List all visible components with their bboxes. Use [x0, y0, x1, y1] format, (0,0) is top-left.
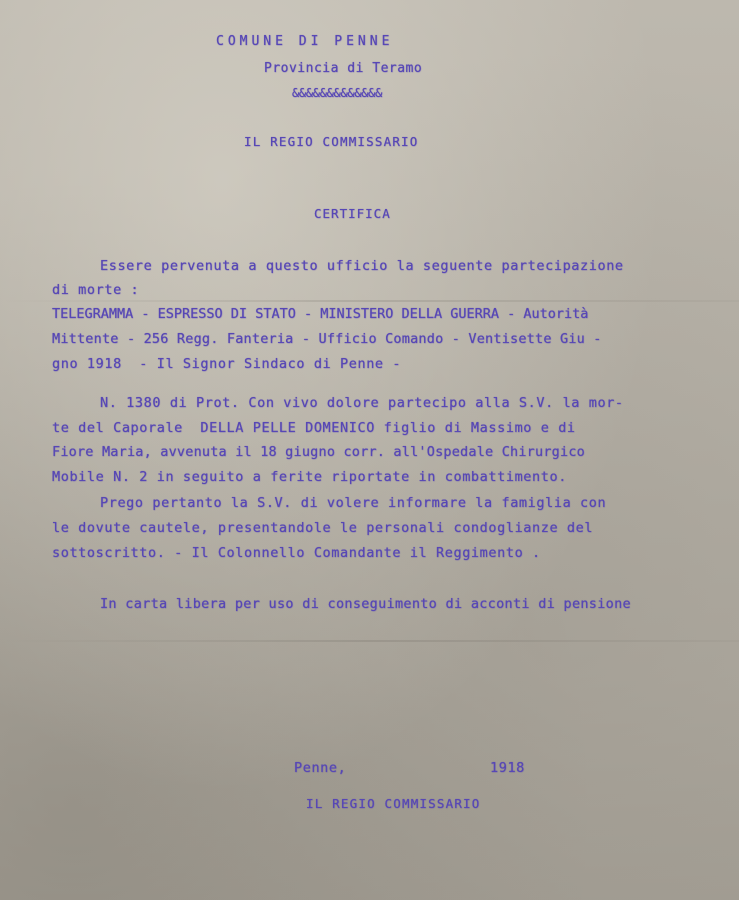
signature-title: IL REGIO COMMISSARIO — [306, 796, 481, 811]
paper-fold — [0, 300, 739, 302]
paragraph1-line: Mittente - 256 Regg. Fanteria - Ufficio Comando - Ventisette Giu - — [52, 331, 602, 347]
office-title: IL REGIO COMMISSARIO — [244, 134, 419, 149]
place-label: Penne, — [294, 760, 347, 776]
paragraph3-line: Prego pertanto la S.V. di volere informare la famiglia con — [100, 495, 607, 511]
header-comune: COMUNE DI PENNE — [216, 34, 394, 49]
paragraph2-line: N. 1380 di Prot. Con vivo dolore partecipo alla S.V. la mor- — [100, 395, 624, 411]
paragraph1-line: TELEGRAMMA - ESPRESSO DI STATO - MINISTERO DELLA GUERRA - Autorità — [52, 306, 589, 322]
header-ornament: &&&&&&&&&&&&& — [292, 86, 383, 100]
paragraph3-line: le dovute cautele, presentandole le personali condoglianze del — [52, 520, 594, 536]
paragraph1-line: Essere pervenuta a questo ufficio la seguente partecipazione — [100, 258, 624, 274]
certifica-heading: CERTIFICA — [314, 206, 391, 221]
paragraph1-line: gno 1918 - Il Signor Sindaco di Penne - — [52, 356, 402, 372]
year-label: 1918 — [490, 760, 525, 776]
paragraph1-line: di morte : — [52, 282, 140, 298]
paragraph2-line: Fiore Maria, avvenuta il 18 giugno corr. all'Ospedale Chirurgico — [52, 444, 585, 460]
pension-note: In carta libera per uso di conseguimento di acconti di pensione — [100, 596, 631, 612]
paper-fold — [0, 640, 739, 642]
header-provincia: Provincia di Teramo — [264, 61, 423, 76]
paragraph2-line: te del Caporale DELLA PELLE DOMENICO figlio di Massimo e di — [52, 420, 576, 436]
paragraph2-line: Mobile N. 2 in seguito a ferite riportate in combattimento. — [52, 469, 567, 485]
paragraph3-line: sottoscritto. - Il Colonnello Comandante il Reggimento . — [52, 545, 541, 561]
